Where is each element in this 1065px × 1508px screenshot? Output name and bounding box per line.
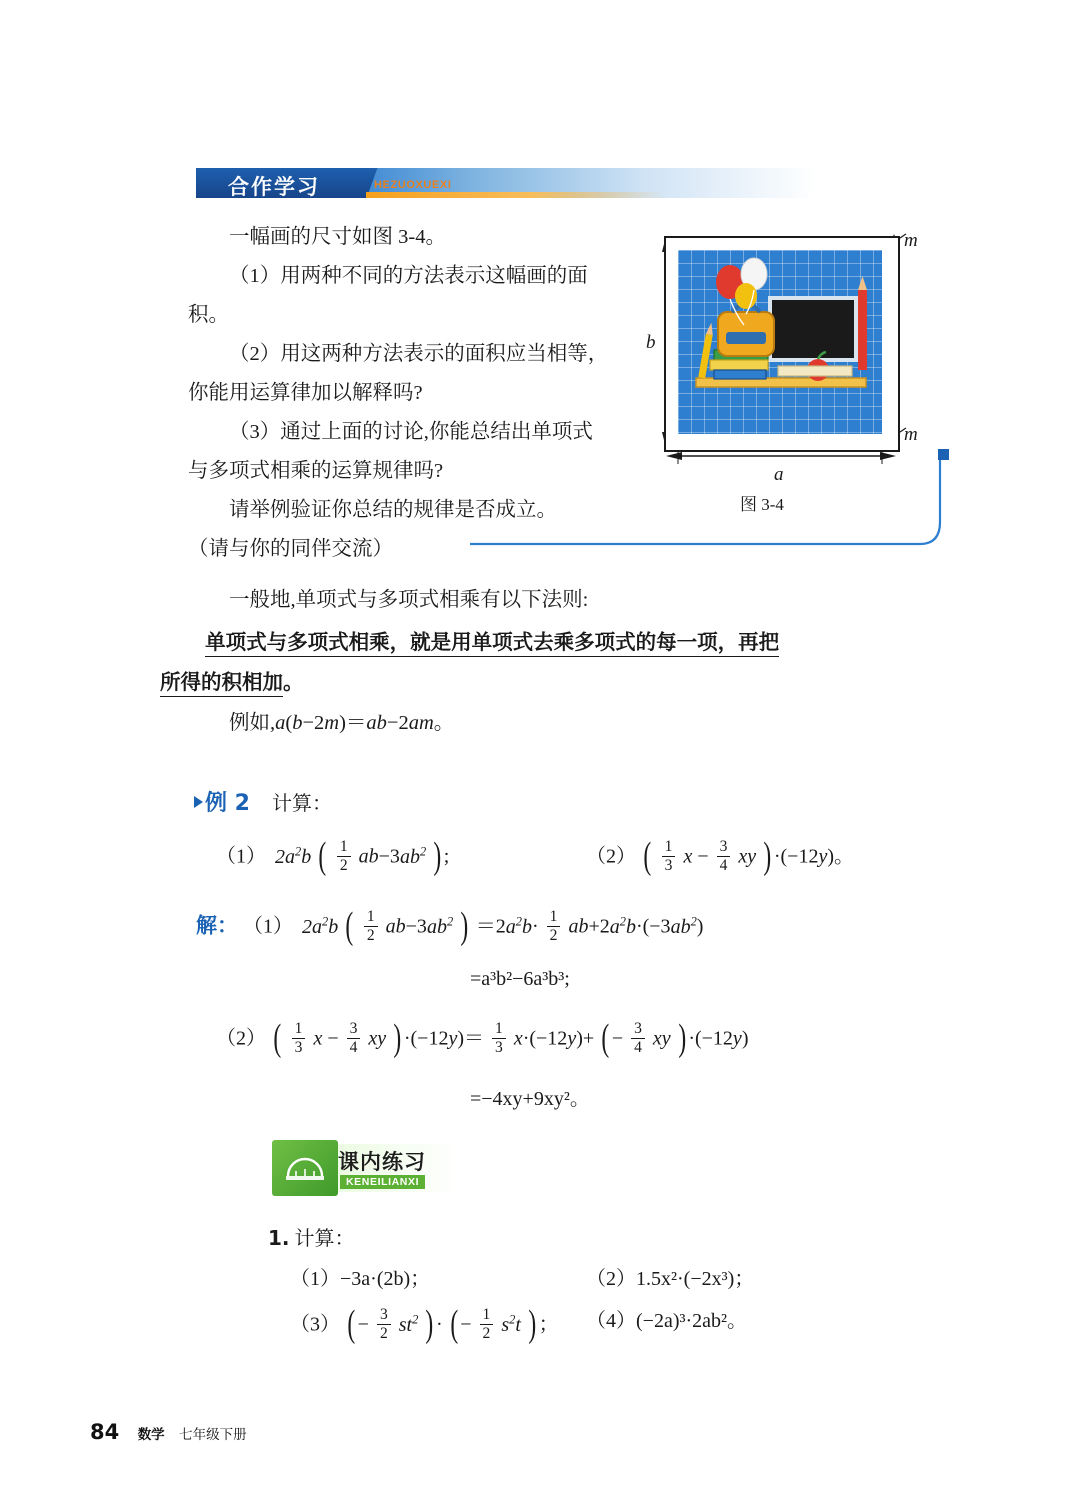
q3-index: （3） (290, 1313, 340, 1336)
solution-line-1: 解： （1） $2a^2b$ ( $\frac{1}{2}$ $ab-3ab^2$ ) $=2a^2b\cdot$ $\frac{1}{2}$ $ab+2a^2b\cdot(-3ab^2)$ (196, 905, 704, 948)
figure-label-m-bottom: m (904, 424, 918, 445)
q2-fraction-2: $\frac{3}{4}$ (717, 838, 731, 876)
example-2-word: 计算： (271, 793, 332, 815)
rule-bold-line-2-tail: 。 (283, 670, 304, 694)
example-2-label: 例 2 (205, 791, 250, 816)
activity-line-4: 你能用运算律加以解释吗? (188, 382, 423, 404)
banner-title: 合作学习 (228, 175, 320, 199)
q1-fraction: $\frac{1}{2}$ (337, 838, 351, 876)
figure-label-m-top: m (904, 230, 918, 251)
solution-label: 解： (196, 913, 238, 938)
rule-example-prefix: 例如, (229, 712, 276, 734)
picture-area (678, 250, 882, 434)
rule-bold-line-1: 单项式与多项式相乘，就是用单项式去乘多项式的每一项，再把 (205, 630, 779, 657)
activity-line-1: 一幅画的尺寸如图 3-4。 (229, 226, 446, 248)
q2-fraction-1: $\frac{1}{3}$ (662, 838, 676, 876)
activity-line-5: （3）通过上面的讨论,你能总结出单项式 (229, 421, 593, 443)
practice-pinyin: KENEILIANXI (340, 1175, 425, 1189)
practice-q3: （3） ( − $\frac{3}{2}$ $st^2$ ) · ( − $\frac{1}{2}$ $s^2t$ ) ； (290, 1303, 559, 1346)
solution-line-3: （2） ( $\frac{1}{3}$ x − $\frac{3}{4}$ xy ) ·(−12y)＝ $\frac{1}{3}$ x·(−12y)+ ( − $\frac{3}{4}$ xy ) ·(−12y) (216, 1017, 749, 1060)
s1-line-2: =a³b²−6a³b³; (470, 968, 570, 990)
rule-bold-line-2: 所得的积相加 (160, 670, 283, 697)
example-2-question-2: （2） ( $\frac{1}{3}$ x − $\frac{3}{4}$ xy ) ·(−12y)。 (586, 835, 855, 878)
page-number: 84 (90, 1420, 120, 1444)
practice-q2: （2）1.5x²·(−2x³)； (586, 1268, 755, 1290)
activity-line-8: （请与你的同伴交流） (188, 538, 393, 560)
practice-item-1 (268, 1222, 355, 1251)
activity-text (188, 218, 628, 569)
rule-example-equation: 例如,a(b−2m)＝ab−2am。 (229, 712, 455, 734)
example-2-heading (194, 786, 332, 817)
page-footer (90, 1420, 247, 1444)
s2-index: （2） (216, 1027, 266, 1050)
cooperative-learning-banner (196, 168, 816, 198)
banner-pinyin: HEZUOXUEXI (374, 179, 452, 191)
practice-item-number: 1. (268, 1226, 290, 1250)
activity-line-6: 与多项式相乘的运算规律吗? (188, 460, 444, 482)
figure-caption: 图 3-4 (740, 495, 784, 514)
q2-index: （2） (586, 845, 636, 868)
s2-line-2: =−4xy+9xy²。 (470, 1088, 590, 1110)
figure-label-a: a (774, 464, 784, 485)
footer-subject: 数学 (137, 1427, 165, 1443)
practice-item-word: 计算： (294, 1228, 355, 1250)
practice-q1: （1）−3a·(2b)； (290, 1268, 431, 1290)
footer-grade: 七年级下册 (179, 1427, 247, 1443)
practice-title: 课内练习 (338, 1150, 426, 1174)
solution-line-4 (470, 1082, 590, 1111)
figure-3-4 (632, 228, 932, 528)
solution-line-2 (470, 968, 570, 991)
example-2-question-1: （1） $2a^2b$ ( $\frac{1}{2}$ $ab-3ab^2$ ) ; (216, 835, 450, 878)
activity-line-2: （1）用两种不同的方法表示这幅画的面积。 (188, 265, 588, 326)
s1-index: （1） (243, 915, 293, 938)
rule-statement (160, 622, 920, 702)
picture-clipart (678, 250, 882, 434)
practice-q4: （4）(−2a)³·2ab²。 (586, 1310, 748, 1332)
q1-index: （1） (216, 845, 266, 868)
banner-orange-rule (366, 192, 666, 198)
rule-intro: 一般地,单项式与多项式相乘有以下法则: (229, 589, 589, 611)
triangle-bullet-icon (194, 796, 203, 808)
protractor-ruler-icon (282, 1150, 328, 1186)
connector-end-marker (938, 449, 949, 460)
activity-line-7: 请举例验证你总结的规律是否成立。 (229, 499, 557, 521)
activity-line-3: （2）用这两种方法表示的面积应当相等， (229, 343, 609, 365)
practice-banner (272, 1140, 462, 1196)
figure-label-b: b (646, 332, 656, 353)
